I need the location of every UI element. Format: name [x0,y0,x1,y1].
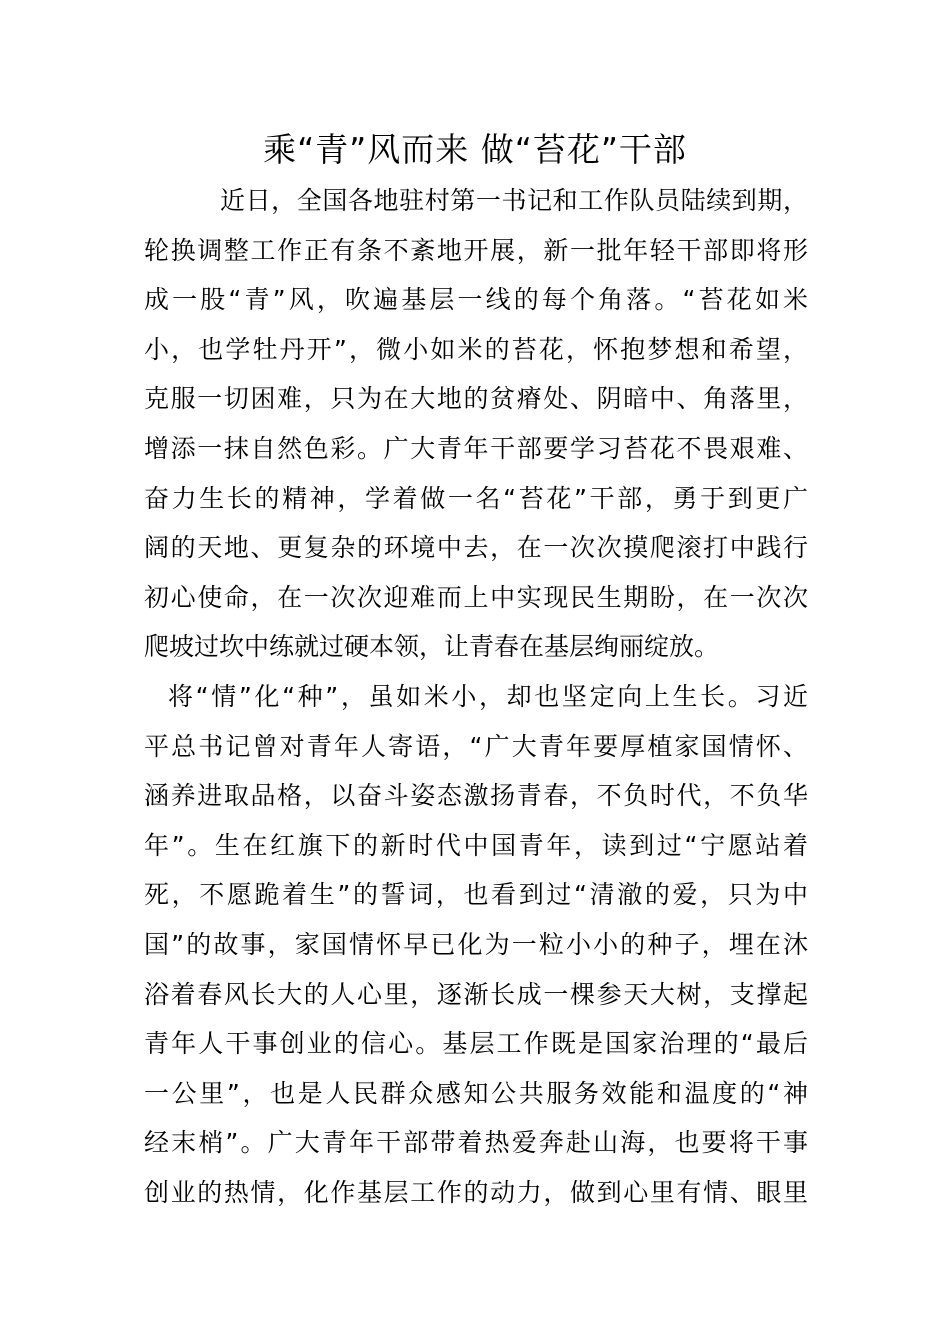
paragraph-line: 将“情”化“种”，虽如米小，却也坚定向上生长。习近 [168,681,808,711]
paragraph-line: 平总书记曾对青年人寄语，“广大青年要厚植家国情怀、 [144,731,808,761]
paragraph-line: 创业的热情，化作基层工作的动力，做到心里有情、眼里 [144,1177,808,1207]
paragraph-line: 经末梢”。广大青年干部带着热爱奔赴山海，也要将干事 [144,1128,808,1158]
paragraph-line: 青年人干事创业的信心。基层工作既是国家治理的“最后 [144,1029,808,1059]
paragraph-line: 阔的天地、更复杂的环境中去，在一次次摸爬滚打中践行 [144,533,808,563]
paragraph-line: 爬坡过坎中练就过硬本领，让青春在基层绚丽绽放。 [144,632,720,662]
paragraph-line: 近日，全国各地驻村第一书记和工作队员陆续到期， [220,186,808,215]
paragraph-line: 涵养进取品格，以奋斗姿态激扬青春，不负时代，不负华 [144,781,808,811]
paragraph-line: 增添一抹自然色彩。广大青年干部要学习苔花不畏艰难、 [144,433,808,463]
paragraph-line: 奋力生长的精神，学着做一名“苔花”干部，勇于到更广 [144,483,808,513]
paragraph-line: 国”的故事，家国情怀早已化为一粒小小的种子，埋在沐 [144,929,808,959]
paragraph-1 [144,176,808,672]
paragraph-line: 克服一切困难，只为在大地的贫瘠处、阴暗中、角落里， [144,384,808,414]
paragraph-line: 死，不愿跪着生”的誓词，也看到过“清澈的爱，只为中 [144,880,808,910]
paragraph-line: 年”。生在红旗下的新时代中国青年，读到过“宁愿站着 [144,830,808,860]
paragraph-line: 小，也学牡丹开”，微小如米的苔花，怀抱梦想和希望， [144,334,808,364]
document-title: 乘“青”风而来 做“苔花”干部 [263,130,687,169]
paragraph-line: 浴着春风长大的人心里，逐渐长成一棵参天大树，支撑起 [144,979,808,1009]
paragraph-line: 轮换调整工作正有条不紊地开展，新一批年轻干部即将形 [144,235,808,265]
paragraph-line: 一公里”，也是人民群众感知公共服务效能和温度的“神 [144,1078,808,1108]
document-body [144,176,808,1217]
paragraph-line: 初心使命，在一次次迎难而上中实现民生期盼，在一次次 [144,582,808,612]
paragraph-line: 成一股“青”风，吹遍基层一线的每个角落。“苔花如米 [144,285,808,315]
paragraph-2 [144,672,808,1218]
